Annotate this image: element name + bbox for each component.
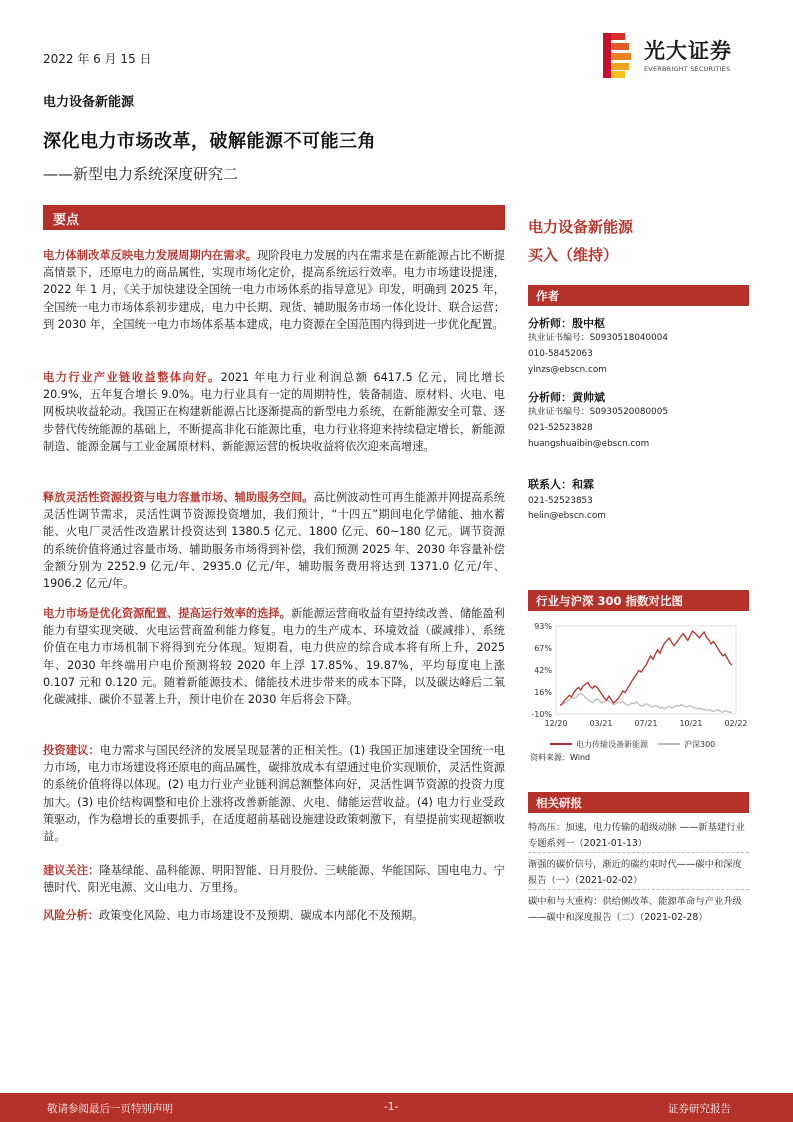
everbright-logo-icon <box>603 33 633 78</box>
paragraph-3-text: 高比例波动性可再生能源并网提高系统灵活性调节需求，灵活性调节资源投资增加，我们预计，“十四五”期间电化学储能、抽水蓄能、火电厂灵活性改造累计投资达到 1380.5 亿元、1800 亿元、60~180 亿元。调节资源的系统价值将通过容量市场、辅助服务市场得到补偿，我们预测 2025 年、2030 年容量补偿金额分别为 2252.9 亿元/年、2935.0 亿元/年，辅助服务费用将达到 1371.0 亿元/年、1906.2 亿元/年。 <box>43 491 505 591</box>
paragraph-7-text: 政策变化风险、电力市场建设不及预期、碳成本内部化不及预期。 <box>98 909 424 922</box>
analyst-1-phone: 010-58452063 <box>528 349 593 359</box>
x-tick-label: 02/22 <box>724 719 748 728</box>
analyst-2-phone: 021-52523828 <box>528 423 593 433</box>
paragraph-5 <box>43 742 505 845</box>
paragraph-6 <box>43 862 505 896</box>
page-footer <box>0 1093 793 1122</box>
paragraph-4-text: 新能源运营商收益有望持续改善、储能盈利能力有望实现突破、火电运营商盈利能力修复。电力的生产成本、环境效益（碳减排）、系统价值在电力市场机制下将得到充分体现。短期看，电力供应的综合成本将有所上升，2025 年、2030 年终端用户电价预测将较 2020 年上浮 17.85%、19.87%，平均每度电上涨 0.107 元和 0.120 元。随着新能源技术、储能技术进步带来的成本下降，以及碳达峰后二氧化碳减排、碳价不显著上升，预计电价在 2030 年后将会下降。 <box>43 607 505 707</box>
company-logo <box>603 33 753 83</box>
paragraph-2-lead: 电力行业产业链收益整体向好。 <box>43 371 221 384</box>
chart-section-header <box>528 590 749 611</box>
report-date: 2022 年 6 月 15 日 <box>43 52 152 66</box>
y-tick-label: 16% <box>534 688 552 697</box>
related-report-1: 特高压：加速，电力传输的超级动脉 ——新基建行业专题系列一（2021-01-13） <box>528 822 745 849</box>
paragraph-6-text: 隆基绿能、晶科能源、明阳智能、日月股份、三峡能源、华能国际、国电电力、宁德时代、阳光电源、文山电力、万里扬。 <box>43 864 505 895</box>
paragraph-7-lead: 风险分析： <box>43 909 99 922</box>
x-tick-label: 03/21 <box>589 719 613 728</box>
contact-name: 联系人：和霖 <box>528 478 594 491</box>
footer-disclaimer: 敬请参阅最后一页特别声明 <box>47 1103 173 1115</box>
legend-label: 电力传输设备新能源 <box>576 740 648 749</box>
contact-phone: 021-52523853 <box>528 496 593 506</box>
paragraph-1-lead: 电力体制改革反映电力发展周期内在需求。 <box>43 249 258 262</box>
x-tick-label: 07/21 <box>634 719 658 728</box>
analyst-2-cert: 执业证书编号：S0930520080005 <box>528 407 668 417</box>
paragraph-2-text: 2021 年电力行业利润总额 6417.5 亿元，同比增长 20.9%，五年复合增长 9.0%。电力行业具有一定的周期特性，装备制造、原材料、火电、电网板块收益轮动。我国正在构建新能源占比逐渐提高的新型电力系统，在新能源安全可靠、逐步替代传统能源的基础上，不断提高非化石能源比重，电力行业将迎来持续稳定增长，新能源制造、能源金属与工业金属原材料、新能源运营的板块收益将依次迎来高增速。 <box>43 371 505 453</box>
paragraph-4-lead: 电力市场是优化资源配置、提高运行效率的选择。 <box>43 607 291 620</box>
chart-label: 行业与沪深 300 指数对比图 <box>536 594 684 608</box>
paragraph-5-text: 电力需求与国民经济的发展呈现显著的正相关性。(1) 我国正加速建设全国统一电力市场，电力市场建设将还原电的商品属性，碳排放成本有望通过电价实现顺价，灵活性资源的系统价值将得以体现。(2) 电力行业产业链利润总额整体向好，灵活性调节资源的投资力度加大。(3) 电价结构调整和电价上涨将改善新能源、火电、储能运营收益。(4) 电力行业受政策驱动，作为稳增长的重要抓手，在适度超前基础设施建设政策刺激下，有望提前实现超额收益。 <box>43 744 505 844</box>
chart-source: 资料来源：Wind <box>530 753 591 762</box>
paragraph-5-lead: 投资建议： <box>43 744 100 757</box>
logo-text-en: EVERBRIGHT SECURITIES <box>644 65 731 73</box>
related-label: 相关研报 <box>536 796 582 810</box>
paragraph-2 <box>43 369 505 455</box>
analyst-2-email: huangshuaibin@ebscn.com <box>528 439 650 449</box>
divider <box>528 852 749 853</box>
rating: 买入（维持） <box>528 246 619 264</box>
y-tick-label: 93% <box>534 622 552 631</box>
author-label: 作者 <box>536 289 559 303</box>
contact-email: helin@ebscn.com <box>528 511 606 521</box>
logo-text-cn: 光大证券 <box>644 39 732 63</box>
author-section-header <box>528 285 749 306</box>
paragraph-1-text: 现阶段电力发展的内在需求是在新能源占比不断提高情景下，还原电力的商品属性，实现市场化定价，提高系统运行效率。电力市场建设提速，2022 年 1 月，《关于加快建设全国统一电力市场体系的指导意见》印发，明确到 2025 年，全国统一电力市场体系初步建成，电力中长期、现货、辅助服务市场一体化设计、联合运营；到 2030 年，全国统一电力市场体系基本建成，电力资源在全国范围内得到进一步优化配置。 <box>43 249 505 331</box>
analyst-1-name: 分析师：殷中枢 <box>528 317 605 330</box>
legend-label: 沪深300 <box>684 740 716 749</box>
related-report-2: 渐强的碳价信号，渐近的碳约束时代——碳中和深度报告（一）（2021-02-02） <box>528 859 742 886</box>
paragraph-4 <box>43 605 505 708</box>
x-tick-label: 12/20 <box>544 719 568 728</box>
footer-report-type: 证券研究报告 <box>668 1103 731 1115</box>
industry-label: 电力设备新能源 <box>43 95 135 110</box>
series-line <box>560 631 732 705</box>
report-subtitle: ——新型电力系统深度研究二 <box>43 165 239 183</box>
key-points-label: 要点 <box>53 213 80 228</box>
paragraph-3-lead: 释放灵活性资源投资与电力容量市场、辅助服务空间。 <box>43 491 314 504</box>
y-tick-label: 67% <box>534 644 552 653</box>
analyst-1-email: yinzs@ebscn.com <box>528 365 607 375</box>
key-points-header <box>43 205 505 230</box>
series-line <box>560 694 732 713</box>
page-number: -1- <box>384 1101 399 1113</box>
analyst-1-cert: 执业证书编号：S0930518040004 <box>528 333 668 343</box>
paragraph-3 <box>43 489 505 592</box>
divider <box>528 889 749 890</box>
related-section-header <box>528 792 749 813</box>
analyst-2-name: 分析师：黄帅斌 <box>528 391 605 404</box>
paragraph-6-lead: 建议关注： <box>43 864 100 877</box>
related-report-3: 碳中和与大重构：供给侧改革、能源革命与产业升级——碳中和深度报告（二）（2021-02-28） <box>528 896 742 923</box>
y-tick-label: 42% <box>534 666 552 675</box>
paragraph-7 <box>43 907 505 924</box>
paragraph-1 <box>43 247 505 333</box>
sidebar-industry: 电力设备新能源 <box>528 218 634 236</box>
y-tick-label: -10% <box>531 710 552 719</box>
x-tick-label: 10/21 <box>679 719 703 728</box>
report-title: 深化电力市场改革，破解能源不可能三角 <box>43 131 376 152</box>
